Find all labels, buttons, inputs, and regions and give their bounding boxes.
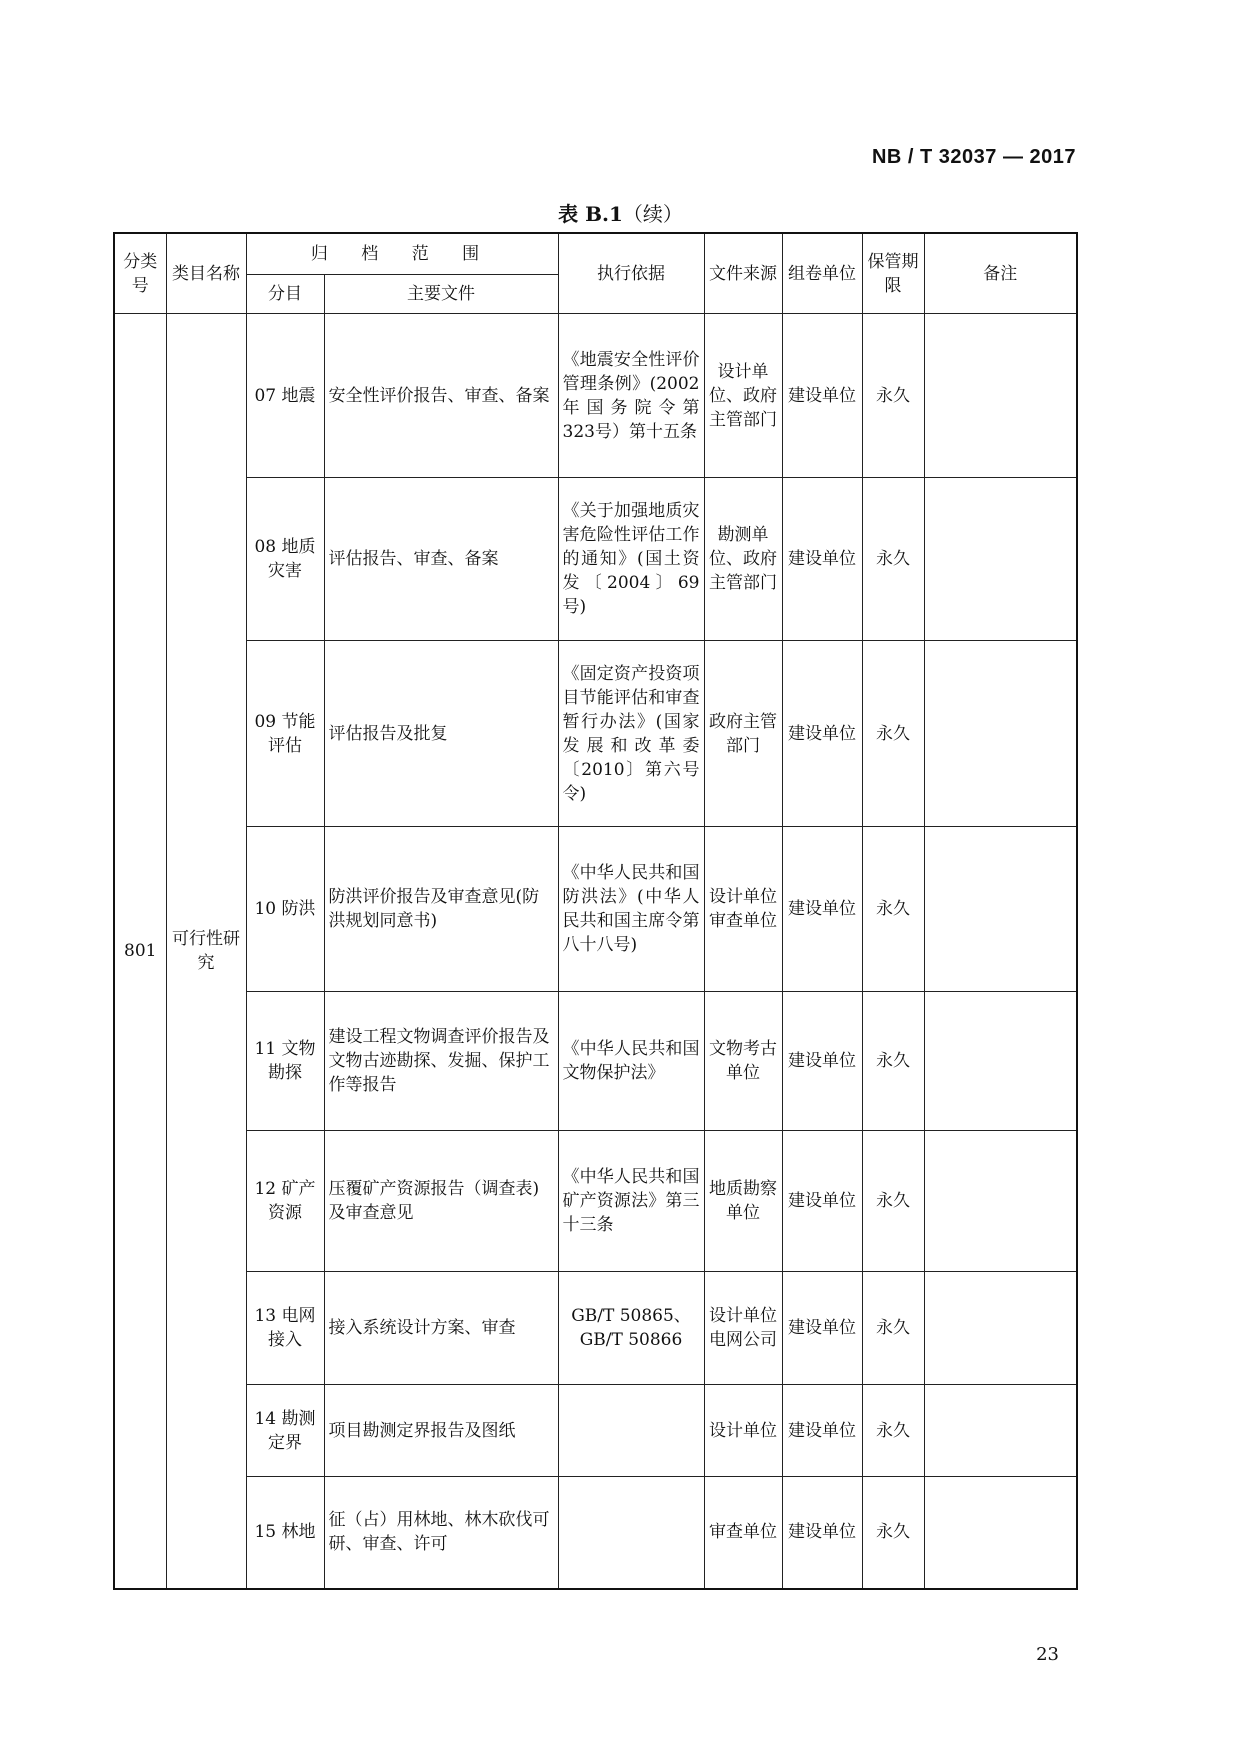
source-cell: 地质勘察单位: [704, 1131, 782, 1272]
basis-cell: [558, 1385, 704, 1477]
basis-cell: 《中华人民共和国文物保护法》: [558, 992, 704, 1131]
source-cell: 政府主管部门: [704, 641, 782, 827]
remarks-cell: [924, 478, 1077, 641]
basis-cell: 《固定资产投资项目节能评估和审查暂行办法》(国家发展和改革委〔2010〕第六号令): [558, 641, 704, 827]
retention-cell: 永久: [862, 1385, 924, 1477]
remarks-cell: [924, 1131, 1077, 1272]
table-row: [114, 827, 1077, 992]
remarks-cell: [924, 314, 1077, 478]
subitem-cell: 07 地震: [246, 314, 324, 478]
source-cell: 勘测单位、政府主管部门: [704, 478, 782, 641]
unit-cell: 建设单位: [782, 1272, 862, 1385]
main-docs-cell: 接入系统设计方案、审查: [324, 1272, 558, 1385]
table-row: [114, 1385, 1077, 1477]
main-docs-cell: 压覆矿产资源报告（调查表)及审查意见: [324, 1131, 558, 1272]
source-cell: 设计单位电网公司: [704, 1272, 782, 1385]
unit-cell: 建设单位: [782, 827, 862, 992]
remarks-cell: [924, 1272, 1077, 1385]
subitem-cell: 15 林地: [246, 1477, 324, 1589]
table-row: [114, 478, 1077, 641]
unit-cell: 建设单位: [782, 1131, 862, 1272]
remarks-cell: [924, 827, 1077, 992]
remarks-cell: [924, 1477, 1077, 1589]
unit-cell: 建设单位: [782, 641, 862, 827]
table-label: 表 B.1: [558, 202, 623, 226]
remarks-cell: [924, 641, 1077, 827]
retention-cell: 永久: [862, 641, 924, 827]
table-caption: [0, 198, 1241, 227]
subitem-cell: 09 节能评估: [246, 641, 324, 827]
header-row-1: [114, 233, 1077, 275]
main-docs-cell: 征（占）用林地、林木砍伐可研、审查、许可: [324, 1477, 558, 1589]
basis-cell: [558, 1477, 704, 1589]
main-docs-cell: 评估报告及批复: [324, 641, 558, 827]
header-remarks: 备注: [924, 233, 1077, 314]
basis-cell: 《中华人民共和国防洪法》(中华人民共和国主席令第八十八号): [558, 827, 704, 992]
header-main-docs: 主要文件: [324, 275, 558, 314]
unit-cell: 建设单位: [782, 1477, 862, 1589]
header-subitem: 分目: [246, 275, 324, 314]
subitem-cell: 11 文物勘探: [246, 992, 324, 1131]
retention-cell: 永久: [862, 1131, 924, 1272]
header-retention: 保管期限: [862, 233, 924, 314]
basis-cell: 《中华人民共和国矿产资源法》第三十三条: [558, 1131, 704, 1272]
header-basis: 执行依据: [558, 233, 704, 314]
subitem-cell: 08 地质灾害: [246, 478, 324, 641]
retention-cell: 永久: [862, 827, 924, 992]
header-class-no: 分类号: [114, 233, 166, 314]
retention-cell: 永久: [862, 992, 924, 1131]
source-cell: 设计单位: [704, 1385, 782, 1477]
category-name-cell: 可行性研究: [166, 314, 246, 1589]
unit-cell: 建设单位: [782, 314, 862, 478]
table-row: [114, 1272, 1077, 1385]
basis-cell: 《关于加强地质灾害危险性评估工作的通知》(国土资发〔2004〕69 号): [558, 478, 704, 641]
retention-cell: 永久: [862, 1272, 924, 1385]
main-docs-cell: 项目勘测定界报告及图纸: [324, 1385, 558, 1477]
table-continued: （续）: [622, 202, 683, 226]
table-row: [114, 314, 1077, 478]
subitem-cell: 10 防洪: [246, 827, 324, 992]
header-scope: 归 档 范 围: [246, 233, 558, 275]
table-row: [114, 992, 1077, 1131]
unit-cell: 建设单位: [782, 1385, 862, 1477]
remarks-cell: [924, 992, 1077, 1131]
retention-cell: 永久: [862, 314, 924, 478]
header-unit: 组卷单位: [782, 233, 862, 314]
source-cell: 文物考古单位: [704, 992, 782, 1131]
remarks-cell: [924, 1385, 1077, 1477]
class-no-cell: 801: [114, 314, 166, 1589]
source-cell: 设计单位审查单位: [704, 827, 782, 992]
page-number: 23: [1036, 1644, 1059, 1665]
source-cell: 审查单位: [704, 1477, 782, 1589]
basis-cell: 《地震安全性评价管理条例》(2002年国务院令第 323号）第十五条: [558, 314, 704, 478]
table-row: [114, 1477, 1077, 1589]
main-docs-cell: 评估报告、审查、备案: [324, 478, 558, 641]
source-cell: 设计单位、政府主管部门: [704, 314, 782, 478]
subitem-cell: 13 电网接入: [246, 1272, 324, 1385]
basis-cell: GB/T 50865、GB/T 50866: [558, 1272, 704, 1385]
header-source: 文件来源: [704, 233, 782, 314]
unit-cell: 建设单位: [782, 478, 862, 641]
header-category-name: 类目名称: [166, 233, 246, 314]
main-docs-cell: 防洪评价报告及审查意见(防洪规划同意书): [324, 827, 558, 992]
table-row: [114, 641, 1077, 827]
unit-cell: 建设单位: [782, 992, 862, 1131]
subitem-cell: 12 矿产资源: [246, 1131, 324, 1272]
main-docs-cell: 建设工程文物调查评价报告及文物古迹勘探、发掘、保护工作等报告: [324, 992, 558, 1131]
retention-cell: 永久: [862, 1477, 924, 1589]
archive-table: [113, 232, 1078, 1590]
table-row: [114, 1131, 1077, 1272]
retention-cell: 永久: [862, 478, 924, 641]
standard-code: NB / T 32037 — 2017: [871, 146, 1076, 168]
subitem-cell: 14 勘测定界: [246, 1385, 324, 1477]
main-docs-cell: 安全性评价报告、审查、备案: [324, 314, 558, 478]
